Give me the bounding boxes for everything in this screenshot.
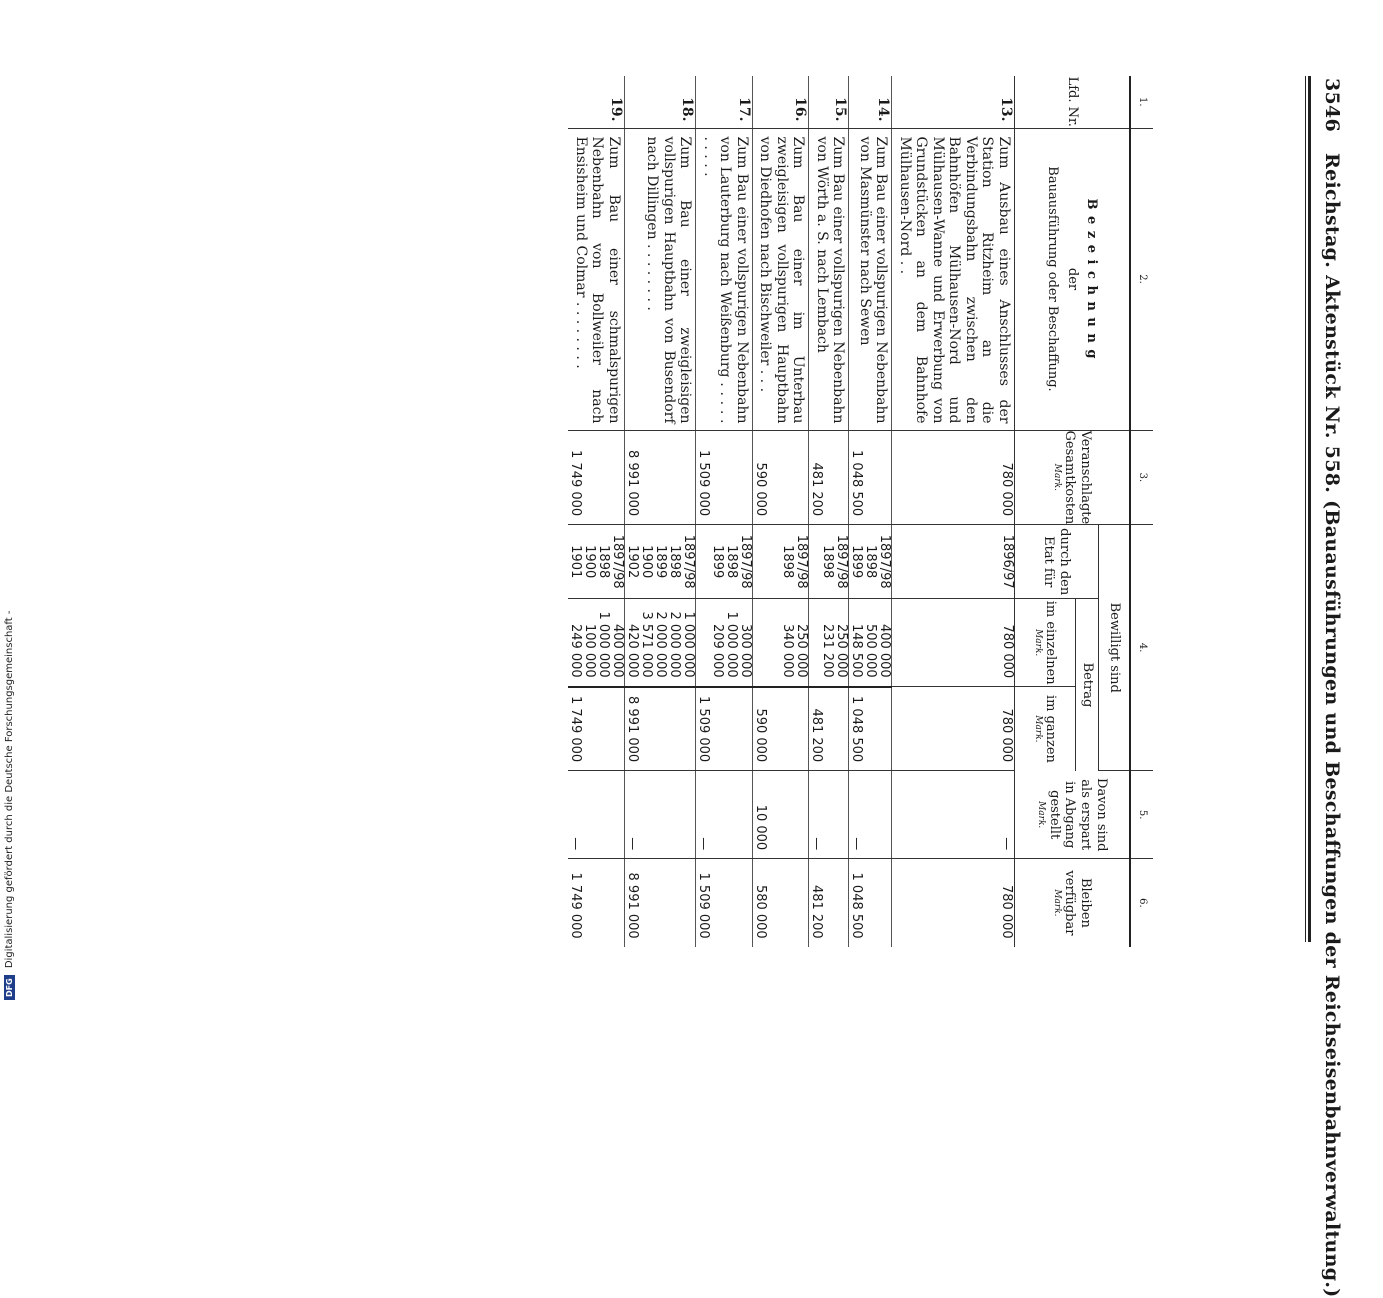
row-description: Zum Bau einer schmalspurigen Nebenbahn von Bollweiler nach Ensisheim und Colmar . . . . . . . . <box>568 128 625 430</box>
row-years <box>849 525 892 599</box>
row-number: 16. <box>752 76 809 128</box>
column-number: 5. <box>1130 771 1153 859</box>
table-row <box>696 76 753 947</box>
row-saved: — <box>892 771 1015 859</box>
row-total-cost: 481 200 <box>809 430 849 525</box>
dfg-logo: DFG <box>4 975 15 1000</box>
row-year: 1901 <box>567 545 583 579</box>
row-year: 1900 <box>581 545 597 579</box>
row-saved: 10 000 <box>752 771 809 859</box>
row-saved: — <box>849 771 892 859</box>
column-number-row <box>1130 76 1153 947</box>
row-remaining: 1 749 000 <box>568 859 625 947</box>
row-year: 1898 <box>780 545 796 579</box>
header-rule-thin <box>1305 76 1306 942</box>
header-bezeichnung <box>1015 128 1131 430</box>
row-amount: 2 000 000 <box>653 611 669 678</box>
header-etat: durch den Etat für <box>1015 525 1099 599</box>
row-amounts <box>568 599 625 687</box>
row-amount: 3 571 000 <box>639 611 655 678</box>
row-amount: 148 500 <box>849 623 865 678</box>
row-year: 1897/98 <box>681 534 697 589</box>
row-number: 17. <box>696 76 753 128</box>
table-row <box>752 76 809 947</box>
row-description: Zum Bau einer vollspurigen Nebenbahn von Masmünster nach Sewen <box>849 128 892 430</box>
page-number: 3546 <box>1321 78 1343 133</box>
page-title: Reichstag. Aktenstück Nr. 558. (Bauausführungen und Beschaffungen der Reichseisenbahnverwaltung.) <box>1321 153 1343 1298</box>
header-ganzen <box>1015 687 1076 771</box>
column-number: 4. <box>1130 525 1153 771</box>
unit-label: Mark. <box>1032 629 1043 657</box>
row-year: 1897/98 <box>794 534 810 589</box>
row-saved: — <box>568 771 625 859</box>
row-total-cost: 1 509 000 <box>696 430 753 525</box>
row-amount: 249 000 <box>567 623 583 678</box>
row-amount: 400 000 <box>610 623 626 678</box>
row-total-cost: 1 048 500 <box>849 430 892 525</box>
row-year: 1899 <box>849 545 865 579</box>
row-total-cost: 1 749 000 <box>568 430 625 525</box>
budget-table <box>568 76 1153 947</box>
header-bezeichnung-der: der <box>1064 267 1080 291</box>
header-erspart-label: Davon sind als erspart in Abgang gestellt <box>1046 778 1109 852</box>
header-verfuegbar <box>1015 859 1131 947</box>
header-gesamtkosten-label: Veranschlagte Gesamtkosten <box>1062 430 1093 525</box>
row-amounts <box>809 599 849 687</box>
row-amount: 209 000 <box>709 623 725 678</box>
header-lfd-nr: Lfd. Nr. <box>1015 76 1131 128</box>
header-erspart <box>1015 771 1131 859</box>
row-remaining: 1 509 000 <box>696 859 753 947</box>
row-number: 14. <box>849 76 892 128</box>
row-year: 1897/98 <box>834 534 850 589</box>
row-description: Zum Ausbau eines Anschlusses der Station Ritzheim an die Verbindungsbahn zwischen den Bahnhöfen Mülhausen-Nord und Mülhausen-Wanne und Erwerbung von Grundstücken an dem Bahnhofe Mülhausen-Nord . . <box>892 128 1015 430</box>
header-betrag: Betrag <box>1076 599 1099 771</box>
row-amounts <box>892 599 1015 687</box>
row-years <box>892 525 1015 599</box>
row-year: 1899 <box>709 545 725 579</box>
row-year: 1898 <box>667 545 683 579</box>
row-years <box>752 525 809 599</box>
header-gesamtkosten <box>1015 430 1131 525</box>
column-number: 6. <box>1130 859 1153 947</box>
header-bewilligt: Bewilligt sind <box>1099 525 1131 771</box>
table-row <box>568 76 625 947</box>
row-amount-total: 590 000 <box>752 687 809 771</box>
header-einzelnen-label: im einzelnen <box>1043 600 1059 685</box>
row-year: 1898 <box>723 545 739 579</box>
row-amount-total: 8 991 000 <box>625 687 696 771</box>
row-year: 1898 <box>595 545 611 579</box>
row-amount: 1 000 000 <box>723 611 739 678</box>
row-amounts <box>849 599 892 687</box>
row-amount-total: 1 749 000 <box>568 687 625 771</box>
row-amount-total: 481 200 <box>809 687 849 771</box>
row-saved: — <box>809 771 849 859</box>
row-amount: 300 000 <box>737 623 753 678</box>
row-amount: 500 000 <box>863 623 879 678</box>
table-row <box>625 76 696 947</box>
row-total-cost: 590 000 <box>752 430 809 525</box>
header-bezeichnung-title: B e z e i c h n u n g <box>1084 198 1100 360</box>
row-year: 1898 <box>820 545 836 579</box>
row-amount: 1 000 000 <box>595 611 611 678</box>
row-years <box>625 525 696 599</box>
row-year: 1896/97 <box>1000 534 1015 589</box>
running-head <box>1321 78 1343 1298</box>
row-number: 15. <box>809 76 849 128</box>
row-year: 1898 <box>863 545 879 579</box>
row-years <box>568 525 625 599</box>
row-amount: 250 000 <box>794 623 810 678</box>
column-number: 2. <box>1130 128 1153 430</box>
row-remaining: 580 000 <box>752 859 809 947</box>
row-description: Zum Bau einer zweigleisigen vollspurigen Hauptbahn von Busendorf nach Dillingen . . . . . . . . <box>625 128 696 430</box>
row-amount: 1 000 000 <box>681 611 697 678</box>
row-amount-total: 1 509 000 <box>696 687 753 771</box>
row-number: 19. <box>568 76 625 128</box>
row-year: 1899 <box>653 545 669 579</box>
row-amount: 231 200 <box>820 623 836 678</box>
header-rule <box>1308 76 1311 942</box>
header-ganzen-label: im ganzen <box>1043 694 1059 763</box>
row-amounts <box>752 599 809 687</box>
header-bezeichnung-sub: Bauausführung oder Beschaffung. <box>1045 166 1061 392</box>
column-number: 3. <box>1130 430 1153 525</box>
row-description: Zum Bau einer vollspurigen Nebenbahn von Wörth a. S. nach Lembach <box>809 128 849 430</box>
row-total-cost: 8 991 000 <box>625 430 696 525</box>
row-amounts <box>625 599 696 687</box>
row-year: 1897/98 <box>737 534 753 589</box>
credit-text: Digitalisierung gefördert durch die Deutsche Forschungsgemeinschaft - <box>4 610 15 969</box>
row-amount-total: 780 000 <box>892 687 1015 771</box>
header-row <box>1099 76 1131 947</box>
row-years <box>696 525 753 599</box>
row-amount: 250 000 <box>834 623 850 678</box>
table-row <box>849 76 892 947</box>
unit-label: Mark. <box>1051 889 1062 917</box>
row-saved: — <box>625 771 696 859</box>
row-remaining: 8 991 000 <box>625 859 696 947</box>
column-number: 1. <box>1130 76 1153 128</box>
row-year: 1902 <box>625 545 641 579</box>
row-remaining: 780 000 <box>892 859 1015 947</box>
row-years <box>809 525 849 599</box>
table-row <box>809 76 849 947</box>
row-amount-total: 1 048 500 <box>849 687 892 771</box>
row-amount: 780 000 <box>1000 624 1015 679</box>
row-number: 13. <box>892 76 1015 128</box>
row-year: 1897/98 <box>610 534 626 589</box>
row-amount: 100 000 <box>581 623 597 678</box>
header-verfuegbar-label: Bleiben verfügbar <box>1062 870 1093 936</box>
header-einzelnen <box>1015 599 1076 687</box>
row-amounts <box>696 599 753 687</box>
row-amount: 340 000 <box>780 623 796 678</box>
row-amount: 2 000 000 <box>667 611 683 678</box>
row-description: Zum Bau einer vollspurigen Nebenbahn von Lauterburg nach Weißenburg . . . . . . . . . . <box>696 128 753 430</box>
unit-label: Mark. <box>1036 801 1047 829</box>
row-description: Zum Bau einer im Unterbau zweigleisigen vollspurigen Hauptbahn von Diedhofen nach Bischweiler . . . <box>752 128 809 430</box>
row-number: 18. <box>625 76 696 128</box>
row-saved: — <box>696 771 753 859</box>
row-year: 1900 <box>639 545 655 579</box>
table-row <box>892 76 1015 947</box>
unit-label: Mark. <box>1032 715 1043 743</box>
funding-credit <box>4 0 15 1000</box>
row-amount: 400 000 <box>877 623 893 678</box>
row-amount: 420 000 <box>625 623 641 678</box>
row-remaining: 481 200 <box>809 859 849 947</box>
unit-label: Mark. <box>1051 463 1062 491</box>
row-total-cost: 780 000 <box>892 430 1015 525</box>
row-year: 1897/98 <box>877 534 893 589</box>
row-remaining: 1 048 500 <box>849 859 892 947</box>
